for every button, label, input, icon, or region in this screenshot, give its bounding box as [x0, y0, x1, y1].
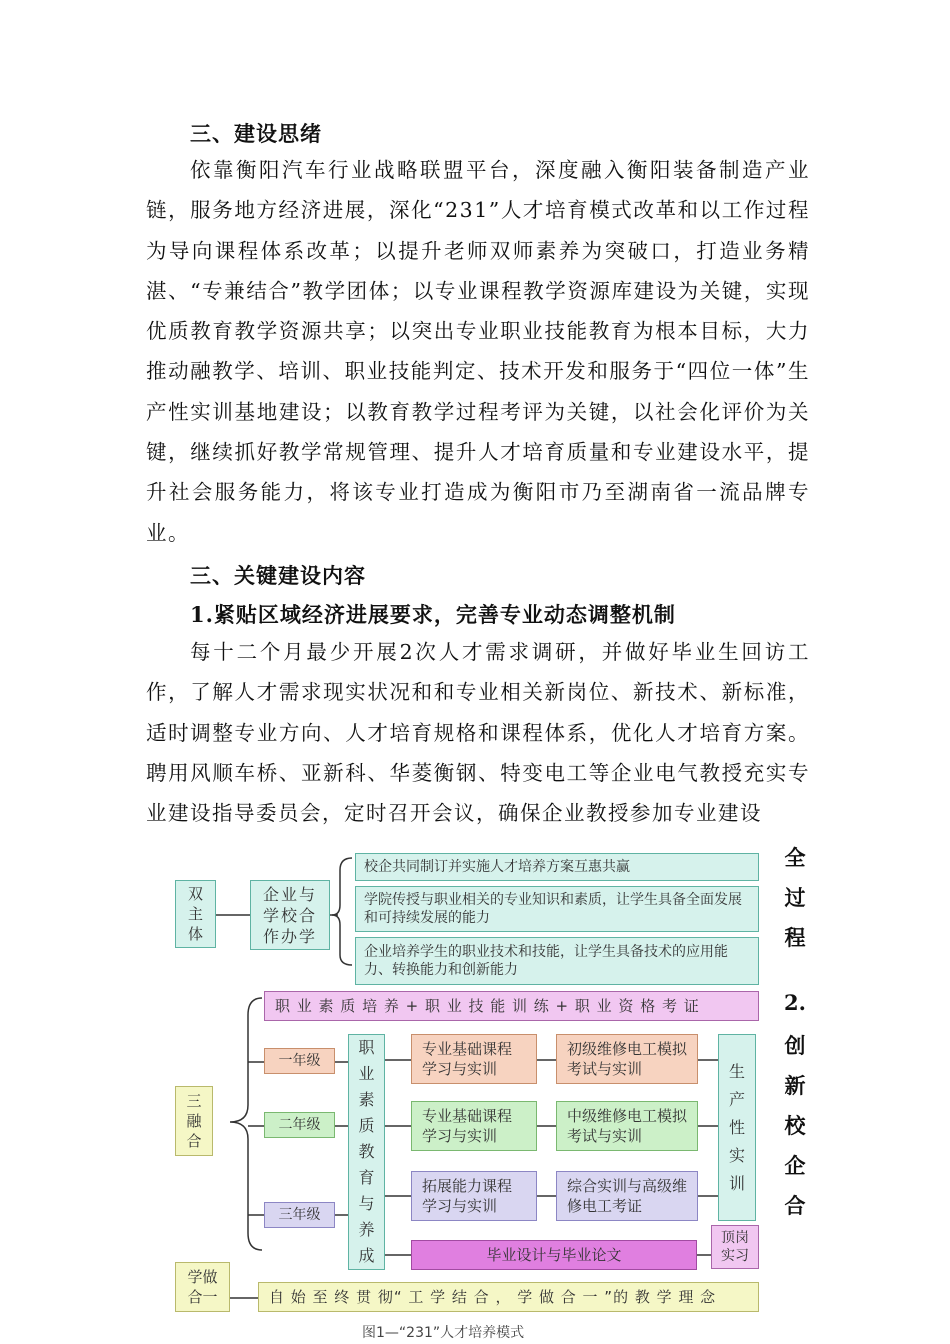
figure-caption: 图1—“231”人才培养模式 — [362, 1325, 525, 1341]
course-box: 专业基础课程学习与实训 — [411, 1101, 537, 1151]
learn-do-label: 学做合一 — [187, 1268, 218, 1306]
side-char: 过 — [784, 885, 806, 910]
coop-item: 校企共同制订并实施人才培养方案互惠共赢 — [355, 853, 759, 881]
subsection-heading-1: 1.紧贴区域经济进展要求，完善专业动态调整机制 — [190, 602, 676, 627]
course-box: 初级维修电工模拟考试与实训 — [556, 1034, 698, 1084]
internship-label: 顶岗实习 — [721, 1230, 749, 1264]
internship-box — [711, 1225, 759, 1269]
side-char: 全 — [784, 845, 806, 870]
course-box: 综合实训与高级维修电工考证 — [556, 1171, 698, 1221]
paragraph-content: 每十二个月最少开展2次人才需求调研，并做好毕业生回访工作，了解人才需求现实状况和和专业相关新岗位、新技术、新标准，适时调整专业方向、人才培育规格和课程体系，优化人才培育方案。聘用风顺车桥、亚新科、华菱衡钢、特变电工等企业电气教授充实专业建设指导委员会，定时召开会议，确保企业教授参加专业建设 — [146, 640, 810, 826]
coop-box — [250, 880, 330, 950]
side-char: 合 — [784, 1193, 806, 1218]
coop-item: 学院传授与职业相关的专业知识和素质，让学生具备全面发展和可持续发展的能力 — [355, 886, 759, 932]
quality-edu-box — [348, 1034, 385, 1270]
course-box: 专业基础课程学习与实训 — [411, 1034, 537, 1084]
dual-subject-label: 双主体 — [187, 885, 203, 943]
side-char: 2. — [784, 990, 806, 1015]
quality-edu-label: 职业素质教育与养成 — [358, 1038, 375, 1265]
course-box: 中级维修电工模拟考试与实训 — [556, 1101, 698, 1151]
dual-subject-box — [175, 880, 216, 948]
side-char: 程 — [784, 925, 806, 950]
grade-3-box: 三年级 — [264, 1202, 335, 1228]
production-label: 生产性实训 — [729, 1061, 746, 1193]
paragraph-ideas: 依靠衡阳汽车行业战略联盟平台，深度融入衡阳装备制造产业链，服务地方经济进展，深化“231”人才培育模式改革和以工作过程为导向课程体系改革；以提升老师双师素养为突破口，打造业务精湛、“专兼结合”教学团体；以专业课程教学资源库建设为关键，实现优质教育教学资源共享；以突出专业职业技能教育为根本目标，大力推动融教学、培训、职业技能判定、技术开发和服务于“四位一体”生产性实训基地建设；以教育教学过程考评为关键，以社会化评价为关键，继续抓好教学常规管理、提升人才培育质量和专业建设水平，提升社会服务能力，将该专业打造成为衡阳市乃至湖南省一流品牌专业。 — [146, 158, 810, 545]
side-char: 企 — [784, 1153, 806, 1178]
top-bar: 职 业 素 质 培 养 + 职 业 技 能 训 练 + 职 业 资 格 考 证 — [264, 991, 759, 1021]
grade-2-box: 二年级 — [264, 1112, 335, 1138]
side-char: 校 — [784, 1113, 806, 1138]
side-char: 创 — [784, 1033, 806, 1058]
three-fusion-box — [175, 1086, 213, 1156]
side-char: 新 — [784, 1073, 806, 1098]
philosophy-box: 自 始 至 终 贯 彻“ 工 学 结 合 ， 学 做 合 一 ”的 教 学 理 念 — [258, 1282, 759, 1312]
three-fusion-label: 三融合 — [186, 1092, 202, 1150]
coop-item: 企业培养学生的职业技术和技能，让学生具备技术的应用能力、转换能力和创新能力 — [355, 937, 759, 985]
production-box — [718, 1034, 756, 1221]
section-heading-content: 三、关键建设内容 — [190, 563, 366, 588]
learn-do-box — [175, 1262, 230, 1312]
coop-label: 企业与学校合作办学 — [262, 884, 317, 946]
grade-1-box: 一年级 — [264, 1048, 335, 1074]
section-heading-ideas: 三、建设思绪 — [190, 121, 322, 146]
thesis-box: 毕业设计与毕业论文 — [411, 1240, 697, 1270]
course-box: 拓展能力课程学习与实训 — [411, 1171, 537, 1221]
